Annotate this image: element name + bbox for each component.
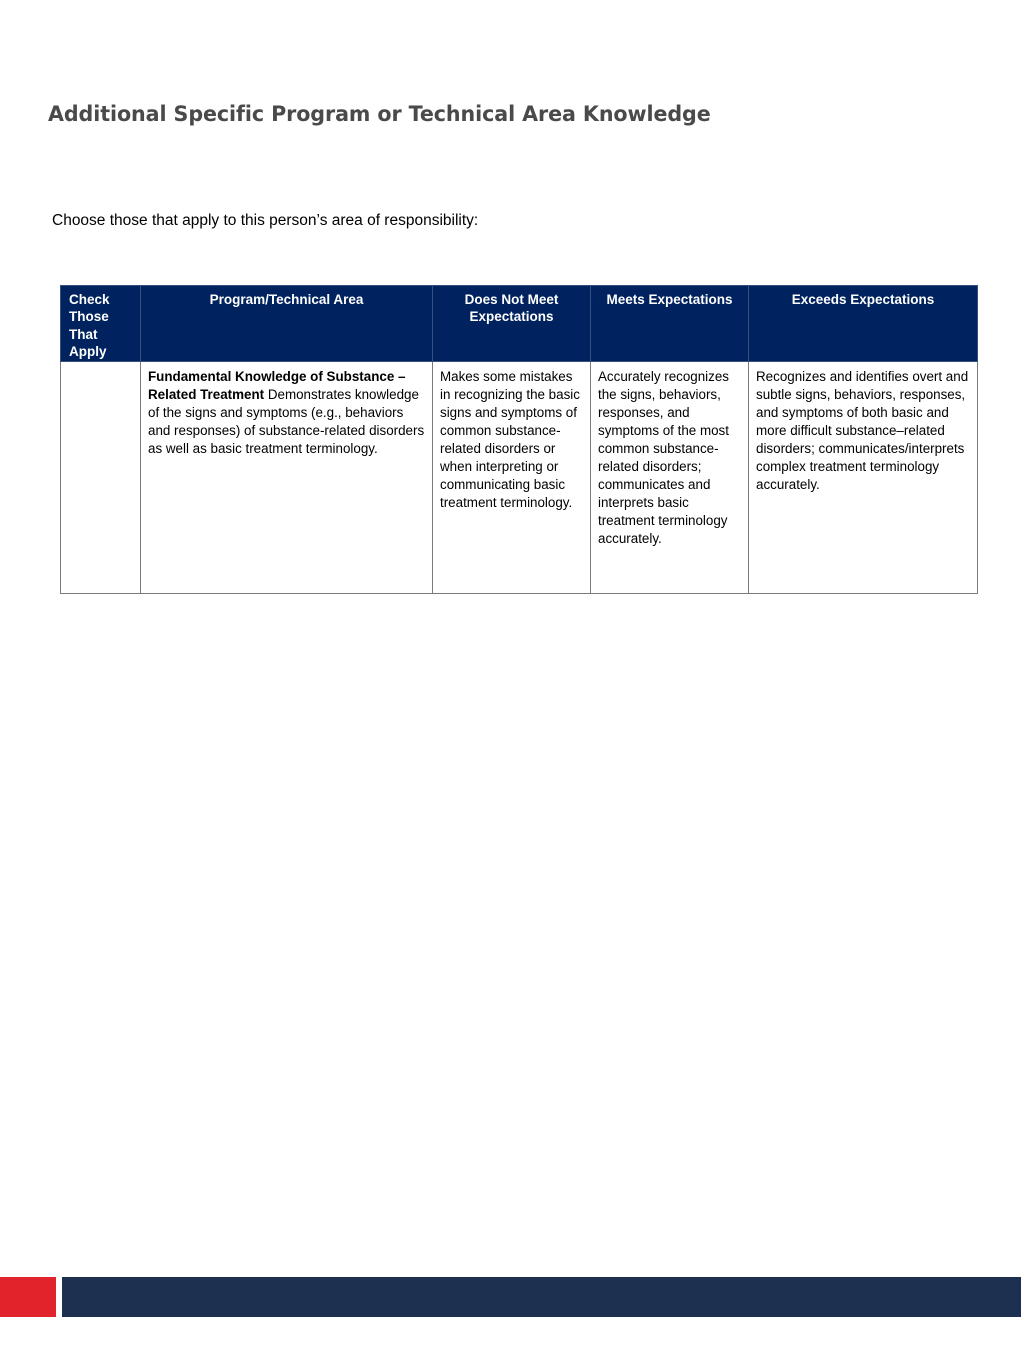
exceeds-expectations-cell: Recognizes and identifies overt and subtle signs, behaviors, responses, and symptoms of both basic and more difficult substance–related disorders; communicates/interprets complex treatment terminology accurately.	[749, 361, 978, 593]
table-header-row	[61, 286, 978, 362]
competency-description: Demonstrates knowledge of the signs and symptoms (e.g., behaviors and responses) of substance-related disorders as well as basic treatment terminology.	[148, 386, 425, 456]
competency-rubric-table	[60, 285, 978, 594]
column-header-exceeds-expectations: Exceeds Expectations	[749, 286, 978, 362]
does-not-meet-expectations-cell: Makes some mistakes in recognizing the basic signs and symptoms of common substance-related disorders or when interpreting or communicating basic treatment terminology.	[433, 361, 591, 593]
footer-accent-red-block	[0, 1277, 56, 1317]
checkbox-cell[interactable]	[61, 361, 141, 593]
column-header-program-technical-area: Program/Technical Area	[141, 286, 433, 362]
program-technical-area-cell	[141, 361, 433, 593]
footer-navy-bar	[62, 1277, 1021, 1317]
instruction-text: Choose those that apply to this person’s area of responsibility:	[52, 212, 479, 229]
competency-title: Fundamental Knowledge of Substance –Related Treatment	[148, 368, 406, 402]
meets-expectations-cell: Accurately recognizes the signs, behaviors, responses, and symptoms of the most common substance-related disorders; communicates and interprets basic treatment terminology accurately.	[591, 361, 749, 593]
table-row	[61, 361, 978, 593]
column-header-check-those-that-apply: Check Those That Apply	[61, 286, 141, 362]
page-title: Additional Specific Program or Technical Area Knowledge	[48, 102, 711, 127]
column-header-does-not-meet-expectations: Does Not Meet Expectations	[433, 286, 591, 362]
column-header-meets-expectations: Meets Expectations	[591, 286, 749, 362]
